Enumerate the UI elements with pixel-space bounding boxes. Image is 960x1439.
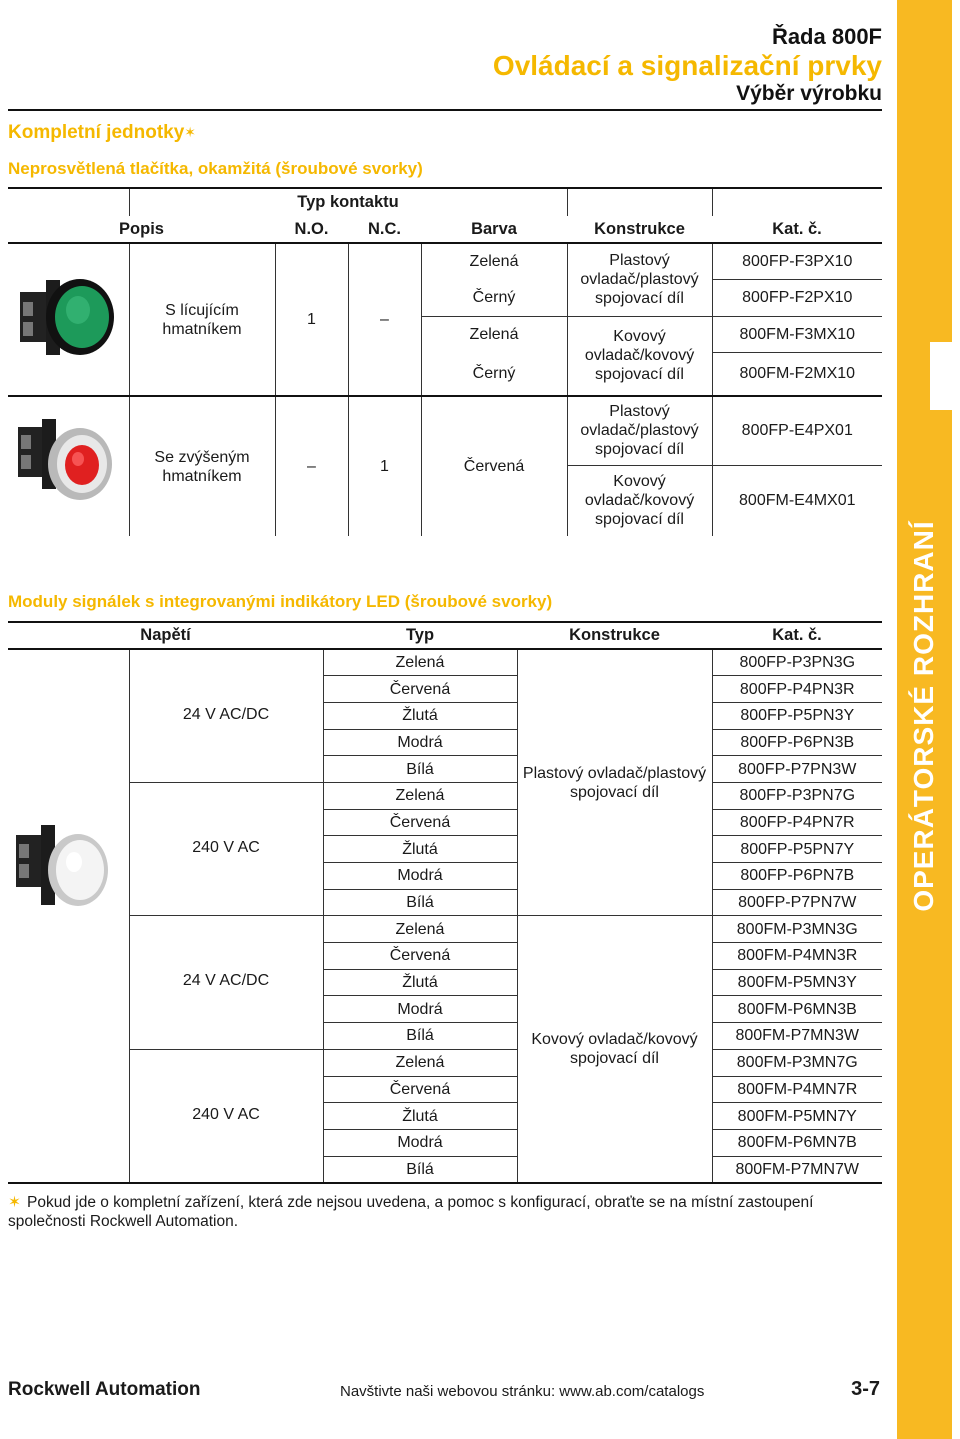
col-kat: Kat. č. [712, 622, 882, 649]
cat-cell: 800FP-P5PN7Y [712, 836, 882, 863]
construction-cell: Plastový ovladač/plastový spojovací díl [517, 649, 712, 916]
cat-cell: 800FP-P4PN3R [712, 676, 882, 703]
type-cell: Červená [323, 943, 517, 970]
type-cell: Bílá [323, 756, 517, 783]
construction-cell: Kovový ovladač/kovový spojovací díl [567, 316, 712, 396]
col-napeti: Napětí [8, 622, 323, 649]
cat-cell: 800FM-P4MN3R [712, 943, 882, 970]
cat-cell: 800FM-P6MN3B [712, 996, 882, 1023]
page-title: Ovládací a signalizační prvky [492, 50, 882, 81]
type-cell: Červená [323, 676, 517, 703]
color-cell: Červená [421, 396, 567, 536]
cat-cell: 800FM-P7MN7W [712, 1156, 882, 1183]
section1-title [8, 122, 196, 144]
type-cell: Modrá [323, 996, 517, 1023]
type-cell: Zelená [323, 916, 517, 943]
voltage-cell: 240 V AC [129, 782, 323, 915]
type-cell: Žlutá [323, 702, 517, 729]
cat-cell: 800FM-P3MN7G [712, 1049, 882, 1076]
construction-cell: Plastový ovladač/plastový spojovací díl [567, 396, 712, 465]
cat-cell: 800FP-P3PN3G [712, 649, 882, 676]
col-konstrukce: Konstrukce [517, 622, 712, 649]
cat-cell: 800FP-P6PN7B [712, 863, 882, 890]
type-cell: Modrá [323, 1129, 517, 1156]
no-extended: – [275, 396, 348, 536]
type-cell: Žlutá [323, 836, 517, 863]
type-cell: Zelená [323, 649, 517, 676]
product-image-cell [8, 649, 129, 1183]
pilot-light-image [8, 810, 118, 930]
sidebar-tab [930, 342, 960, 410]
construction-cell: Kovový ovladač/kovový spojovací díl [517, 916, 712, 1183]
footnote-text: Pokud jde o kompletní zařízení, která zde nejsou uvedena, a pomoc s konfigurací, obraťte se na místní zastoupení společnosti Rockwell Automation. [8, 1194, 814, 1230]
desc-extended-text: Se zvýšeným hmatníkem [154, 448, 250, 485]
col-barva: Barva [471, 219, 517, 238]
series-label: Řada 800F [771, 24, 882, 49]
cat-cell: 800FM-E4MX01 [712, 465, 882, 536]
col-konstrukce: Konstrukce [594, 219, 685, 238]
cat-cell: 800FM-P5MN3Y [712, 969, 882, 996]
no-flush: 1 [275, 243, 348, 396]
green-pushbutton-image [8, 262, 118, 372]
website-text: Navštivte naši webovou stránku: www.ab.com/catalogs [340, 1383, 705, 1400]
pilot-light-table [8, 621, 882, 1184]
color-cell: Zelená [421, 243, 567, 279]
voltage-cell: 240 V AC [129, 1049, 323, 1182]
type-cell: Červená [323, 809, 517, 836]
footnote [8, 1193, 828, 1231]
type-cell: Zelená [323, 1049, 517, 1076]
brand-name: Rockwell Automation [8, 1379, 201, 1400]
cat-cell: 800FM-P5MN7Y [712, 1103, 882, 1130]
desc-flush [129, 243, 275, 396]
cat-cell: 800FP-P5PN3Y [712, 702, 882, 729]
type-cell: Červená [323, 1076, 517, 1103]
type-cell: Žlutá [323, 969, 517, 996]
cat-cell: 800FM-F3MX10 [712, 316, 882, 352]
footnote-star: ✶ [8, 1194, 21, 1211]
color-cell: Zelená [421, 316, 567, 352]
cat-cell: 800FM-P4MN7R [712, 1076, 882, 1103]
cat-cell: 800FP-P7PN7W [712, 889, 882, 916]
type-cell: Modrá [323, 863, 517, 890]
page-subtitle: Výběr výrobku [736, 82, 882, 105]
type-cell: Bílá [323, 889, 517, 916]
col-no: N.O. [294, 219, 329, 238]
sidebar-label: OPERÁTORSKÉ ROZHRANÍ [908, 520, 939, 912]
section1-title-text: Kompletní jednotky [8, 122, 185, 143]
footnote-marker: ✶ [184, 124, 197, 140]
red-pushbutton-image [8, 409, 118, 519]
cat-cell: 800FP-P4PN7R [712, 809, 882, 836]
cat-cell: 800FM-P6MN7B [712, 1129, 882, 1156]
voltage-cell: 24 V AC/DC [129, 649, 323, 782]
cat-cell: 800FP-E4PX01 [712, 396, 882, 465]
cat-cell: 800FP-P3PN7G [712, 782, 882, 809]
col-popis: Popis [119, 219, 164, 238]
cat-cell: 800FP-P7PN3W [712, 756, 882, 783]
construction-cell: Plastový ovladač/plastový spojovací díl [567, 243, 712, 316]
type-cell: Zelená [323, 782, 517, 809]
cat-cell: 800FM-P7MN3W [712, 1023, 882, 1050]
type-cell: Bílá [323, 1156, 517, 1183]
pushbutton-table [8, 187, 882, 536]
desc-flush-text: S lícujícím hmatníkem [162, 301, 242, 338]
voltage-cell: 24 V AC/DC [129, 916, 323, 1049]
section2-title: Moduly signálek s integrovanými indikátory LED (šroubové svorky) [8, 592, 553, 611]
type-cell: Žlutá [323, 1103, 517, 1130]
cat-cell: 800FP-F3PX10 [712, 243, 882, 279]
contact-type-header: Typ kontaktu [275, 188, 421, 216]
col-typ: Typ [323, 622, 517, 649]
product-image-cell [8, 243, 129, 396]
cat-cell: 800FM-P3MN3G [712, 916, 882, 943]
desc-extended [129, 396, 275, 536]
cat-cell: 800FM-F2MX10 [712, 352, 882, 396]
nc-flush: – [348, 243, 421, 396]
product-image-cell [8, 396, 129, 536]
construction-cell: Kovový ovladač/kovový spojovací díl [567, 465, 712, 536]
color-cell: Černý [421, 279, 567, 316]
type-cell: Modrá [323, 729, 517, 756]
col-kat: Kat. č. [772, 219, 822, 238]
cat-cell: 800FP-P6PN3B [712, 729, 882, 756]
col-nc: N.C. [368, 219, 401, 238]
page-number: 3-7 [851, 1378, 880, 1400]
nc-extended: 1 [348, 396, 421, 536]
color-cell: Černý [421, 352, 567, 396]
cat-cell: 800FP-F2PX10 [712, 279, 882, 316]
section1-subtitle: Neprosvětlená tlačítka, okamžitá (šroubové svorky) [8, 159, 423, 178]
header-rule [8, 109, 882, 111]
type-cell: Bílá [323, 1023, 517, 1050]
